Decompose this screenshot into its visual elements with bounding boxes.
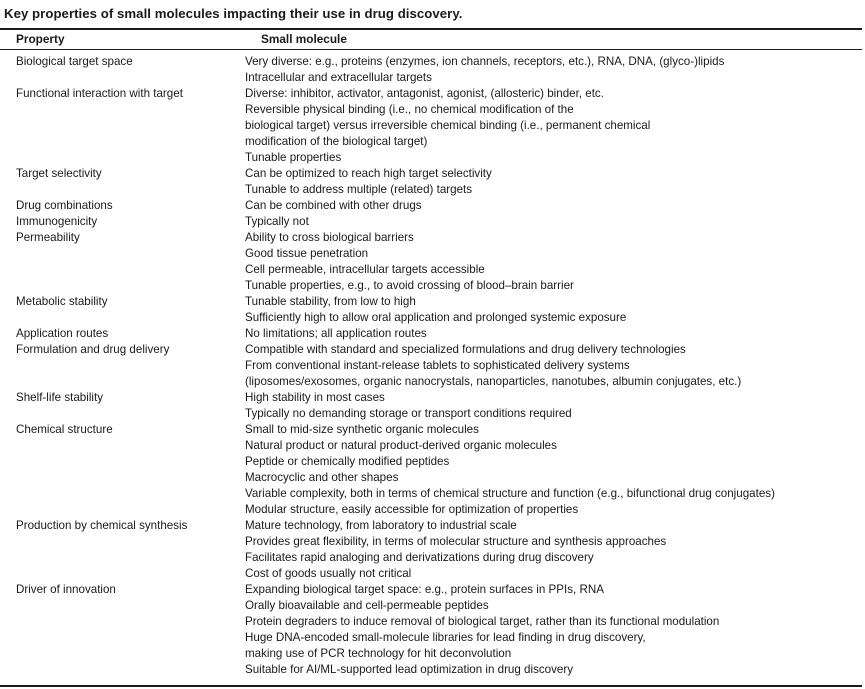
property-cell: Drug combinations (16, 199, 113, 212)
description-line: making use of PCR technology for hit deconvolution (245, 647, 512, 660)
table-row (0, 326, 862, 342)
description-line: Orally bioavailable and cell-permeable peptides (245, 599, 489, 612)
description-cell (245, 86, 862, 166)
description-cell (245, 326, 862, 342)
table-row (0, 198, 862, 214)
description-line: From conventional instant-release tablets to sophisticated delivery systems (245, 359, 630, 372)
description-cell (245, 422, 862, 518)
description-line: Cost of goods usually not critical (245, 567, 412, 580)
description-cell (245, 54, 862, 86)
table-row (0, 166, 862, 198)
table-body (0, 54, 862, 678)
table-row (0, 86, 862, 166)
table-row (0, 422, 862, 518)
description-cell (245, 582, 862, 678)
property-cell: Functional interaction with target (16, 87, 183, 100)
description-line: Macrocyclic and other shapes (245, 471, 399, 484)
property-cell: Permeability (16, 231, 80, 244)
description-line: Expanding biological target space: e.g., protein surfaces in PPIs, RNA (245, 583, 604, 596)
description-line: Provides great flexibility, in terms of molecular structure and synthesis approaches (245, 535, 667, 548)
description-line: Facilitates rapid analoging and derivatizations during drug discovery (245, 551, 594, 564)
property-cell: Formulation and drug delivery (16, 343, 170, 356)
description-line: Modular structure, easily accessible for optimization of properties (245, 503, 579, 516)
description-line: No limitations; all application routes (245, 327, 427, 340)
description-line: biological target) versus irreversible chemical binding (i.e., permanent chemical (245, 119, 651, 132)
description-line: Protein degraders to induce removal of biological target, rather than its functional modulation (245, 615, 720, 628)
property-cell: Production by chemical synthesis (16, 519, 188, 532)
table-row (0, 390, 862, 422)
description-line: Peptide or chemically modified peptides (245, 455, 450, 468)
table-row (0, 582, 862, 678)
description-line: Typically no demanding storage or transport conditions required (245, 407, 572, 420)
description-line: Good tissue penetration (245, 247, 369, 260)
property-cell: Driver of innovation (16, 583, 116, 596)
description-line: Ability to cross biological barriers (245, 231, 414, 244)
description-line: Suitable for AI/ML-supported lead optimization in drug discovery (245, 663, 574, 676)
description-cell (245, 342, 862, 390)
property-cell: Target selectivity (16, 167, 102, 180)
header-small-molecule: Small molecule (261, 32, 347, 46)
property-cell: Metabolic stability (16, 295, 108, 308)
description-line: Small to mid-size synthetic organic molecules (245, 423, 479, 436)
property-cell: Biological target space (16, 55, 133, 68)
description-cell (245, 166, 862, 198)
description-cell (245, 198, 862, 214)
table-title: Key properties of small molecules impacting their use in drug discovery. (4, 6, 463, 21)
bottom-rule (0, 685, 862, 687)
table-row (0, 294, 862, 326)
table-row (0, 342, 862, 390)
description-line: Tunable to address multiple (related) targets (245, 183, 473, 196)
description-line: Intracellular and extracellular targets (245, 71, 432, 84)
property-cell: Chemical structure (16, 423, 113, 436)
description-cell (245, 294, 862, 326)
description-line: Tunable properties (245, 151, 342, 164)
header-rule (0, 49, 862, 50)
description-cell (245, 390, 862, 422)
description-line: Very diverse: e.g., proteins (enzymes, ion channels, receptors, etc.), RNA, DNA, (glyco-)lipids (245, 55, 725, 68)
description-line: High stability in most cases (245, 391, 385, 404)
description-line: Mature technology, from laboratory to industrial scale (245, 519, 517, 532)
property-cell: Application routes (16, 327, 109, 340)
description-cell (245, 518, 862, 582)
table-row (0, 214, 862, 230)
table-row (0, 518, 862, 582)
description-line: Variable complexity, both in terms of chemical structure and function (e.g., bifunctional drug conjugates) (245, 487, 775, 500)
description-cell (245, 214, 862, 230)
description-line: Huge DNA-encoded small-molecule libraries for lead finding in drug discovery, (245, 631, 646, 644)
table-row (0, 230, 862, 294)
header-property: Property (16, 32, 65, 46)
description-line: Diverse: inhibitor, activator, antagonist, agonist, (allosteric) binder, etc. (245, 87, 604, 100)
description-line: Can be combined with other drugs (245, 199, 422, 212)
description-line: (liposomes/exosomes, organic nanocrystals, nanoparticles, nanotubes, albumin conjugates, etc.) (245, 375, 742, 388)
description-line: Cell permeable, intracellular targets accessible (245, 263, 485, 276)
description-line: Typically not (245, 215, 309, 228)
description-cell (245, 230, 862, 294)
description-line: modification of the biological target) (245, 135, 428, 148)
description-line: Can be optimized to reach high target selectivity (245, 167, 492, 180)
description-line: Reversible physical binding (i.e., no chemical modification of the (245, 103, 574, 116)
property-cell: Immunogenicity (16, 215, 98, 228)
description-line: Sufficiently high to allow oral application and prolonged systemic exposure (245, 311, 627, 324)
description-line: Tunable properties, e.g., to avoid crossing of blood–brain barrier (245, 279, 574, 292)
table-row (0, 54, 862, 86)
description-line: Natural product or natural product-derived organic molecules (245, 439, 557, 452)
description-line: Compatible with standard and specialized formulations and drug delivery technologies (245, 343, 686, 356)
property-cell: Shelf-life stability (16, 391, 103, 404)
description-line: Tunable stability, from low to high (245, 295, 416, 308)
top-rule (0, 28, 862, 30)
